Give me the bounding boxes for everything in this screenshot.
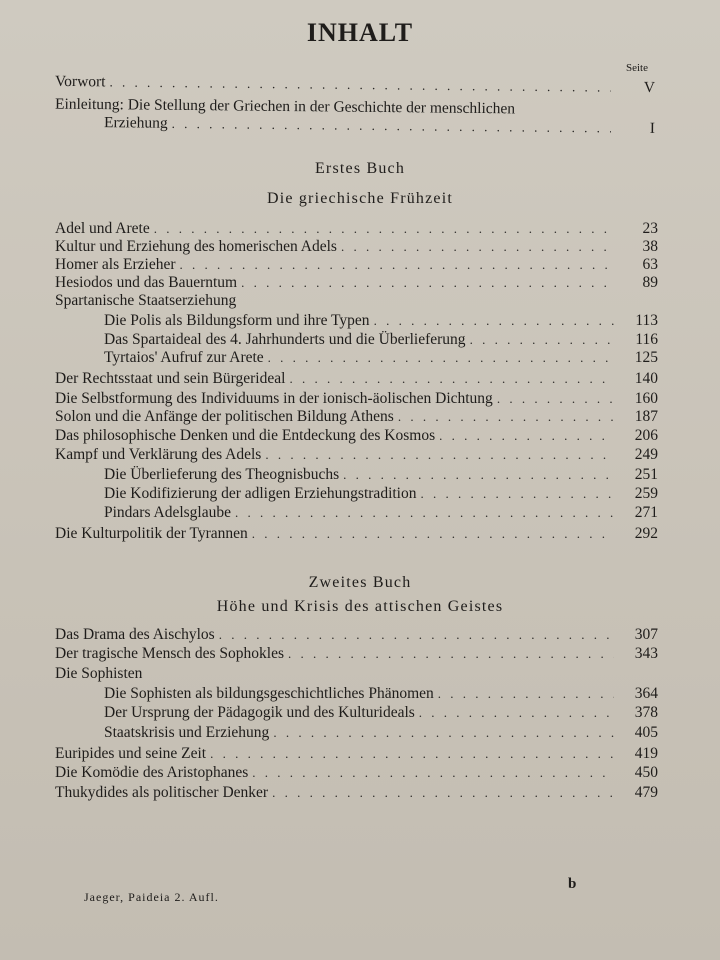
toc-entry-page: 378 bbox=[634, 704, 658, 721]
dot-leader bbox=[470, 331, 614, 349]
page-column-label: Seite bbox=[626, 62, 648, 74]
toc-entry-page: 251 bbox=[634, 466, 658, 483]
toc-entry-page: 89 bbox=[642, 274, 658, 291]
dot-leader bbox=[172, 115, 611, 138]
toc-entry-title: Homer als Erzieher bbox=[55, 256, 176, 273]
toc-entry bbox=[55, 408, 658, 426]
dot-leader bbox=[180, 256, 615, 274]
toc-entry-page: 364 bbox=[634, 685, 658, 702]
toc-entry-title: Die Selbstformung des Individuums in der ionisch-äolischen Dichtung bbox=[55, 390, 493, 407]
dot-leader bbox=[439, 427, 614, 445]
dot-leader bbox=[210, 745, 614, 763]
toc-entry-title: Die Überlieferung des Theognisbuchs bbox=[104, 466, 340, 483]
toc-entry-page: 450 bbox=[634, 764, 658, 781]
toc-entry-title: Die Sophisten als bildungsgeschichtliches Phänomen bbox=[104, 685, 434, 702]
toc-entry-title: Euripides und seine Zeit bbox=[55, 745, 207, 762]
toc-entry bbox=[55, 626, 658, 644]
toc-entry-title: Tyrtaios' Aufruf zur Arete bbox=[104, 349, 264, 366]
toc-entry-page: 292 bbox=[634, 525, 658, 542]
toc-entry-title: Kampf und Verklärung des Adels bbox=[55, 446, 262, 463]
toc-entry bbox=[104, 466, 658, 484]
toc-entry-title: Die Kodifizierung der adligen Erziehungstradition bbox=[104, 485, 417, 502]
toc-entry bbox=[104, 704, 658, 722]
toc-entry-title: Einleitung: Die Stellung der Griechen in der Geschichte der menschlichen bbox=[54, 95, 516, 118]
dot-leader bbox=[438, 685, 614, 703]
toc-entry bbox=[104, 685, 658, 703]
toc-entry-page: 116 bbox=[635, 331, 658, 348]
toc-entry-page: I bbox=[649, 119, 656, 137]
toc-entry-title: Adel und Arete bbox=[55, 220, 150, 237]
toc-entry-title: Erziehung bbox=[103, 114, 168, 132]
book-subtitle: Höhe und Krisis des attischen Geistes bbox=[216, 598, 504, 615]
toc-entry-page: 343 bbox=[634, 645, 658, 662]
toc-entry-title: Staatskrisis und Erziehung bbox=[104, 724, 270, 741]
toc-entry bbox=[104, 331, 658, 349]
toc-entry-title: Vorwort bbox=[54, 72, 106, 91]
book-heading: Zweites Buch bbox=[308, 574, 412, 591]
dot-leader bbox=[272, 784, 614, 802]
toc-entry bbox=[55, 238, 658, 256]
dot-leader bbox=[420, 485, 614, 503]
dot-leader bbox=[252, 764, 614, 782]
toc-entry-title: Der tragische Mensch des Sophokles bbox=[55, 645, 285, 662]
toc-entry bbox=[104, 114, 655, 138]
toc-entry-title: Pindars Adelsglaube bbox=[104, 504, 231, 521]
dot-leader bbox=[265, 446, 614, 464]
dot-leader bbox=[288, 645, 614, 663]
toc-entry-page: 206 bbox=[634, 427, 658, 444]
dot-leader bbox=[154, 220, 614, 238]
toc-entry-title: Thukydides als politischer Denker bbox=[55, 784, 269, 801]
sheet-mark: b bbox=[568, 876, 577, 892]
toc-entry-title: Das Drama des Aischylos bbox=[55, 626, 215, 643]
toc-entry-page: 23 bbox=[642, 220, 658, 237]
toc-entry bbox=[55, 390, 658, 408]
toc-entry bbox=[55, 784, 658, 802]
toc-entry-page: 307 bbox=[634, 626, 658, 643]
toc-entry-page: 271 bbox=[634, 504, 658, 521]
dot-leader bbox=[341, 238, 614, 256]
toc-entry-title: Hesiodos und das Bauerntum bbox=[55, 274, 238, 291]
book-subtitle: Die griechische Frühzeit bbox=[266, 190, 454, 207]
dot-leader bbox=[374, 312, 614, 330]
toc-entry-page: 187 bbox=[634, 408, 658, 425]
toc-entry-page: 160 bbox=[634, 390, 658, 407]
printer-signature: Jaeger, Paideia 2. Aufl. bbox=[84, 890, 219, 904]
dot-leader bbox=[252, 525, 614, 543]
toc-entry bbox=[104, 485, 658, 503]
toc-entry bbox=[104, 349, 658, 367]
dot-leader bbox=[268, 349, 614, 367]
toc-entry-title: Die Komödie des Aristophanes bbox=[55, 764, 249, 781]
toc-entry-page: 419 bbox=[634, 745, 658, 762]
toc-entry-title: Das Spartaideal des 4. Jahrhunderts und die Überlieferung bbox=[104, 331, 466, 348]
toc-entry-page: 125 bbox=[634, 349, 658, 366]
dot-leader bbox=[398, 408, 614, 426]
toc-entry-page: 140 bbox=[634, 370, 658, 387]
toc-entry-page: V bbox=[643, 79, 656, 97]
toc-entry bbox=[55, 645, 658, 663]
dot-leader bbox=[419, 704, 614, 722]
toc-entry-page: 38 bbox=[642, 238, 658, 255]
toc-entry bbox=[55, 764, 658, 782]
page-title: INHALT bbox=[306, 18, 414, 47]
toc-entry-title: Die Polis als Bildungsform und ihre Typen bbox=[104, 312, 370, 329]
toc-entry-title: Die Kulturpolitik der Tyrannen bbox=[55, 525, 248, 542]
toc-entry bbox=[55, 370, 658, 388]
toc-entry-page: 479 bbox=[634, 784, 658, 801]
toc-entry bbox=[55, 220, 658, 238]
toc-entry-page: 259 bbox=[634, 485, 658, 502]
dot-leader bbox=[235, 504, 614, 522]
dot-leader bbox=[497, 390, 614, 408]
toc-entry-title: Das philosophische Denken und die Entdeckung des Kosmos bbox=[55, 427, 436, 444]
toc-entry-page: 249 bbox=[634, 446, 658, 463]
dot-leader bbox=[241, 274, 614, 292]
dot-leader bbox=[219, 626, 614, 644]
toc-entry-title: Der Rechtsstaat und sein Bürgerideal bbox=[55, 370, 286, 387]
toc-entry-page: 405 bbox=[634, 724, 658, 741]
toc-entry-title: Kultur und Erziehung des homerischen Adels bbox=[55, 238, 337, 255]
toc-group-heading: Spartanische Staatserziehung bbox=[55, 292, 237, 309]
toc-entry bbox=[104, 504, 658, 522]
dot-leader bbox=[343, 466, 614, 484]
dot-leader bbox=[109, 73, 611, 96]
toc-entry-page: 63 bbox=[642, 256, 658, 273]
toc-group-heading: Die Sophisten bbox=[55, 665, 143, 682]
toc-entry bbox=[55, 525, 658, 543]
toc-entry bbox=[55, 256, 658, 274]
toc-entry-title: Solon und die Anfänge der politischen Bildung Athens bbox=[55, 408, 394, 425]
toc-entry bbox=[55, 274, 658, 292]
dot-leader bbox=[273, 724, 614, 742]
toc-entry bbox=[104, 312, 658, 330]
toc-entry bbox=[55, 427, 658, 445]
toc-entry bbox=[55, 446, 658, 464]
book-heading: Erstes Buch bbox=[314, 160, 406, 177]
toc-entry bbox=[55, 745, 658, 763]
toc-entry bbox=[55, 73, 655, 97]
toc-entry-page: 113 bbox=[635, 312, 658, 329]
dot-leader bbox=[289, 370, 614, 388]
toc-entry bbox=[104, 724, 658, 742]
toc-entry-title: Der Ursprung der Pädagogik und des Kulturideals bbox=[104, 704, 415, 721]
